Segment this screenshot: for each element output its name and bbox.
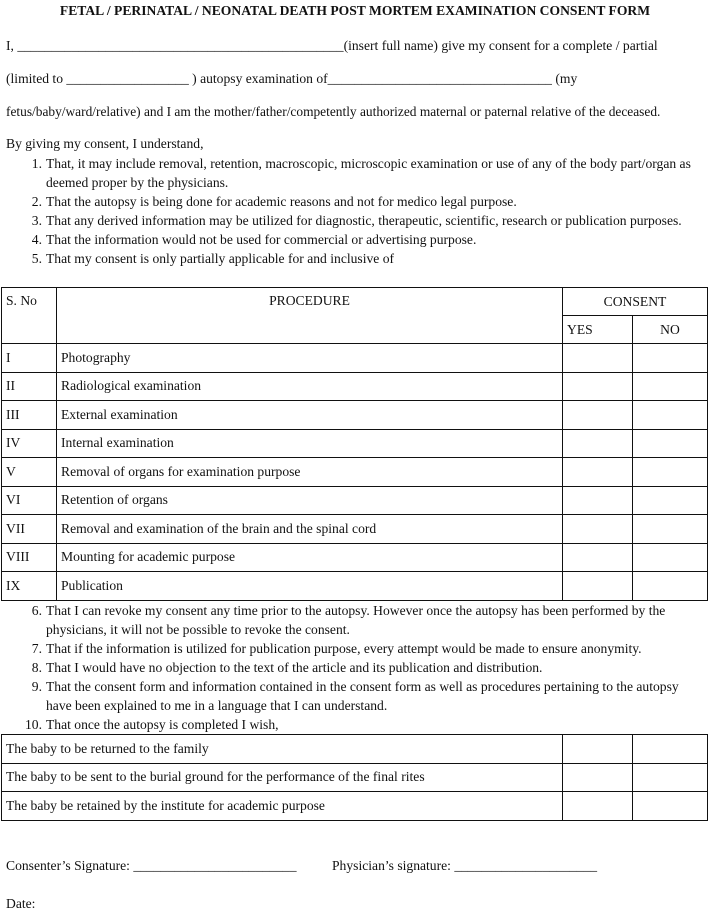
sno-cell: IV <box>2 429 57 458</box>
table-row <box>2 735 708 764</box>
procedure-cell: External examination <box>57 401 563 430</box>
list-item <box>0 230 706 249</box>
procedure-cell: Removal of organs for examination purpose <box>57 458 563 487</box>
understand-heading: By giving my consent, I understand, <box>6 136 204 151</box>
sno-cell: V <box>2 458 57 487</box>
list-text: That the information would not be used for commercial or advertising purpose. <box>46 232 477 247</box>
list-item <box>0 192 706 211</box>
list-number: 5. <box>31 251 42 266</box>
disposition-wish-table <box>1 734 708 821</box>
list-item <box>0 211 706 230</box>
procedure-cell: Retention of organs <box>57 486 563 515</box>
sno-cell: VI <box>2 486 57 515</box>
list-number: 1. <box>31 156 42 171</box>
yes-checkbox-cell[interactable] <box>563 401 633 430</box>
list-number: 3. <box>31 213 42 228</box>
table-row <box>2 543 708 572</box>
procedure-consent-table <box>1 287 708 601</box>
consent-points-6-10 <box>0 601 706 734</box>
no-checkbox-cell[interactable] <box>633 572 708 601</box>
table-row <box>2 458 708 487</box>
table-row <box>2 572 708 601</box>
list-text: That my consent is only partially applicable for and inclusive of <box>46 251 395 266</box>
yes-checkbox-cell[interactable] <box>563 543 633 572</box>
list-text: That I can revoke my consent any time prior to the autopsy. However once the autopsy has been performed by the physicians, it will not be possible to revoke the consent. <box>46 603 666 637</box>
table-row <box>2 372 708 401</box>
consenter-signature-field[interactable]: Consenter’s Signature: ________________________ <box>6 858 297 873</box>
procedure-cell: Radiological examination <box>57 372 563 401</box>
list-number: 10. <box>25 717 42 732</box>
procedure-cell: Removal and examination of the brain and the spinal cord <box>57 515 563 544</box>
sno-cell: VIII <box>2 543 57 572</box>
list-item <box>0 249 706 268</box>
no-checkbox-cell[interactable] <box>633 401 708 430</box>
sno-cell: I <box>2 344 57 373</box>
list-item <box>0 658 706 677</box>
table-row <box>2 792 708 821</box>
list-number: 6. <box>31 603 42 618</box>
date-field[interactable]: Date: <box>6 896 36 911</box>
table-row <box>2 401 708 430</box>
list-item <box>0 154 706 192</box>
yes-checkbox-cell[interactable] <box>563 735 633 764</box>
no-checkbox-cell[interactable] <box>633 792 708 821</box>
no-checkbox-cell[interactable] <box>633 486 708 515</box>
list-text: That the consent form and information contained in the consent form as well as procedures pertaining to the autopsy have been explained to me in a language that I can understand. <box>46 679 679 713</box>
table-row <box>2 515 708 544</box>
sno-cell: II <box>2 372 57 401</box>
yes-checkbox-cell[interactable] <box>563 792 633 821</box>
no-checkbox-cell[interactable] <box>633 429 708 458</box>
list-item <box>0 639 706 658</box>
sno-cell: IX <box>2 572 57 601</box>
sno-cell: VII <box>2 515 57 544</box>
wish-option-cell: The baby to be sent to the burial ground for the performance of the final rites <box>2 763 563 792</box>
no-checkbox-cell[interactable] <box>633 515 708 544</box>
intro-line-3: fetus/baby/ward/relative) and I am the mother/father/competently authorized maternal or paternal relative of the deceased. <box>6 104 661 119</box>
sno-header: S. No <box>2 288 57 344</box>
wish-option-cell: The baby to be returned to the family <box>2 735 563 764</box>
list-number: 4. <box>31 232 42 247</box>
list-text: That if the information is utilized for publication purpose, every attempt would be made to ensure anonymity. <box>46 641 642 656</box>
table-row <box>2 486 708 515</box>
list-item <box>0 677 706 715</box>
consent-points-1-5 <box>0 154 706 268</box>
list-text: That the autopsy is being done for academic reasons and not for medico legal purpose. <box>46 194 517 209</box>
yes-checkbox-cell[interactable] <box>563 515 633 544</box>
no-checkbox-cell[interactable] <box>633 458 708 487</box>
sno-cell: III <box>2 401 57 430</box>
no-checkbox-cell[interactable] <box>633 543 708 572</box>
consent-header: CONSENT <box>563 288 708 316</box>
list-number: 8. <box>31 660 42 675</box>
procedure-cell: Mounting for academic purpose <box>57 543 563 572</box>
yes-checkbox-cell[interactable] <box>563 344 633 373</box>
no-checkbox-cell[interactable] <box>633 735 708 764</box>
table-row <box>2 429 708 458</box>
yes-checkbox-cell[interactable] <box>563 486 633 515</box>
list-text: That, it may include removal, retention, macroscopic, microscopic examination or use of any of the body part/organ as deemed proper by the physicians. <box>46 156 691 190</box>
no-header: NO <box>633 316 708 344</box>
procedure-cell: Photography <box>57 344 563 373</box>
yes-checkbox-cell[interactable] <box>563 572 633 601</box>
yes-checkbox-cell[interactable] <box>563 372 633 401</box>
list-number: 2. <box>31 194 42 209</box>
procedure-cell: Publication <box>57 572 563 601</box>
wish-option-cell: The baby be retained by the institute for academic purpose <box>2 792 563 821</box>
list-item <box>0 715 706 734</box>
yes-checkbox-cell[interactable] <box>563 429 633 458</box>
yes-checkbox-cell[interactable] <box>563 763 633 792</box>
procedure-cell: Internal examination <box>57 429 563 458</box>
intro-line-2: (limited to __________________ ) autopsy examination of_________________________________ (my <box>6 71 578 86</box>
no-checkbox-cell[interactable] <box>633 372 708 401</box>
list-item <box>0 601 706 639</box>
procedure-header: PROCEDURE <box>57 288 563 344</box>
list-number: 9. <box>31 679 42 694</box>
list-number: 7. <box>31 641 42 656</box>
table-row <box>2 344 708 373</box>
no-checkbox-cell[interactable] <box>633 344 708 373</box>
list-text: That once the autopsy is completed I wish, <box>46 717 279 732</box>
yes-checkbox-cell[interactable] <box>563 458 633 487</box>
no-checkbox-cell[interactable] <box>633 763 708 792</box>
list-text: That any derived information may be utilized for diagnostic, therapeutic, scientific, research or publication purposes. <box>46 213 682 228</box>
table-row <box>2 763 708 792</box>
physician-signature-field[interactable]: Physician’s signature: _____________________ <box>332 858 598 873</box>
yes-header: YES <box>563 316 633 344</box>
intro-line-1: I, ________________________________________________(insert full name) give my consent for a complete / partial <box>6 38 658 53</box>
form-title: FETAL / PERINATAL / NEONATAL DEATH POST MORTEM EXAMINATION CONSENT FORM <box>59 3 651 18</box>
list-text: That I would have no objection to the text of the article and its publication and distribution. <box>46 660 543 675</box>
